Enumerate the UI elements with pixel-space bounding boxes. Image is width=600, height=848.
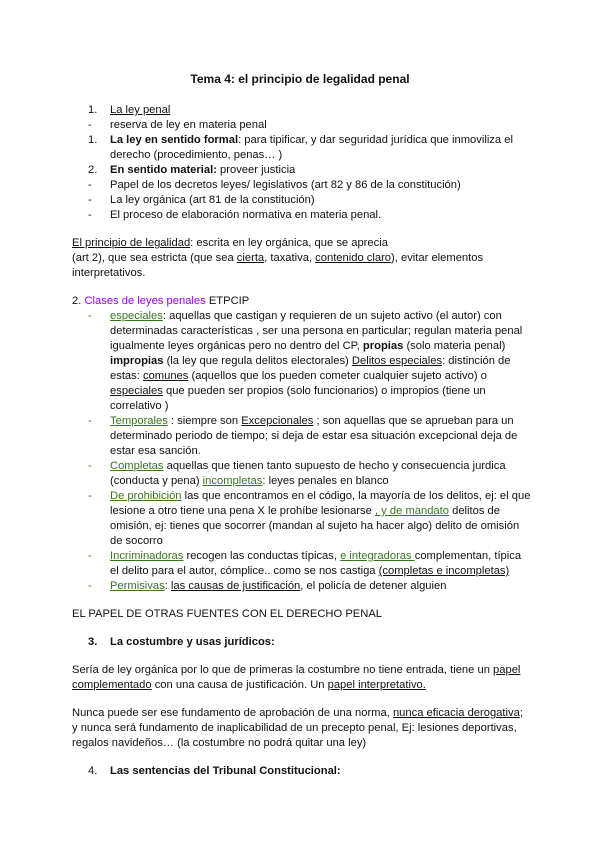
list-item-continuation: determinado periodo de tiempo; si deja de estar esa situación excepcional deja de [110, 430, 518, 442]
list-item-continuation: especiales que pueden ser propios (solo funcionarios) o impropios (tiene un [110, 385, 486, 397]
list-item-continuation: impropias (la ley que regula delitos electorales) Delitos especiales: distinción de [110, 355, 511, 367]
list-item: - Incriminadoras recogen las conductas típicas, e integradoras complementan, típica [88, 550, 522, 562]
list-item: - De prohibición las que encontramos en el código, la mayoría de los delitos, ej: el que [88, 490, 531, 502]
list-item-continuation: omisión, ej: tienes que socorrer (mandan al sujeto ha hacer algo) delito de omisión [110, 520, 520, 532]
list-item: 2. En sentido material: proveer justicia [88, 164, 296, 176]
paragraph-line: interpretativos. [72, 267, 146, 279]
subsection-heading: 3. La costumbre y usas jurídicos: [88, 636, 275, 648]
page-title: Tema 4: el principio de legalidad penal [190, 72, 410, 86]
list-item: - Papel de los decretos leyes/ legislativos (art 82 y 86 de la constitución) [88, 179, 461, 191]
list-item-continuation: igualmente leyes orgánicas pero no dentro del CP, propias (solo materia penal) [110, 340, 506, 352]
list-item-continuation: lesione a otro tiene una pena X le prohíbe lesionarse , y de mandato delitos de [110, 505, 500, 517]
list-item-continuation: derecho (procedimiento, penas… ) [110, 149, 283, 161]
list-item: - Permisivas: las causas de justificación, el policía de detener alguien [88, 580, 447, 592]
list-item: - La ley orgánica (art 81 de la constitución) [88, 194, 315, 206]
paragraph-line: Sería de ley orgánica por lo que de primeras la costumbre no tiene entrada, tiene un papel [72, 664, 521, 676]
list-item-text: La ley penal [110, 104, 171, 116]
list-item: - Temporales : siempre son Excepcionales ; son aquellas que se aprueban para un [88, 415, 514, 427]
list-item-continuation: determinadas características , ser una persona en particular; regulan materia penal [110, 325, 523, 337]
list-item-continuation: de socorro [110, 535, 163, 547]
list-item: - El proceso de elaboración normativa en materia penal. [88, 209, 382, 221]
paragraph-line: El principio de legalidad: escrita en ley orgánica, que se aprecia [72, 237, 388, 249]
section-heading: EL PAPEL DE OTRAS FUENTES CON EL DERECHO PENAL [72, 608, 383, 620]
list-item-continuation: (conducta y pena) incompletas: leyes penales en blanco [110, 475, 389, 487]
list-item-continuation: correlativo ) [110, 400, 169, 412]
list-item-continuation: el delito para el autor, cómplice.. como se nos castiga (completas e incompletas) [110, 565, 510, 577]
list-item-continuation: estas: comunes (aquellos que los pueden cometer cualquier sujeto activo) o [110, 370, 487, 382]
paragraph-line: y nunca será fundamento de inaplicabilidad de un precepto penal, Ej: lesiones deportivas, [72, 722, 517, 734]
list-item: - Completas aquellas que tienen tanto supuesto de hecho y consecuencia jurdica [88, 460, 506, 472]
list-item: 1. La ley penal [88, 104, 171, 116]
list-item-continuation: estar esa sanción. [110, 445, 201, 457]
section-heading: 2. Clases de leyes penales ETPCIP [72, 295, 250, 307]
list-item: 1. La ley en sentido formal: para tipificar, y dar seguridad jurídica que inmoviliza el [88, 134, 513, 146]
paragraph-line: complementado con una causa de justificación. Un papel interpretativo. [72, 679, 426, 691]
paragraph-line: (art 2), que sea estricta (que sea cierta, taxativa, contenido claro), evitar elementos [72, 252, 484, 264]
paragraph-line: regalos navideños… (la costumbre no podrá quitar una ley) [72, 737, 367, 749]
list-item: - especiales: aquellas que castigan y requieren de un sujeto activo (el autor) con [88, 310, 502, 322]
subsection-heading: 4. Las sentencias del Tribunal Constitucional: [88, 765, 341, 777]
list-item: - reserva de ley en materia penal [88, 119, 267, 131]
paragraph-line: Nunca puede ser ese fundamento de aprobación de una norma, nunca eficacia derogativa; [72, 707, 523, 719]
